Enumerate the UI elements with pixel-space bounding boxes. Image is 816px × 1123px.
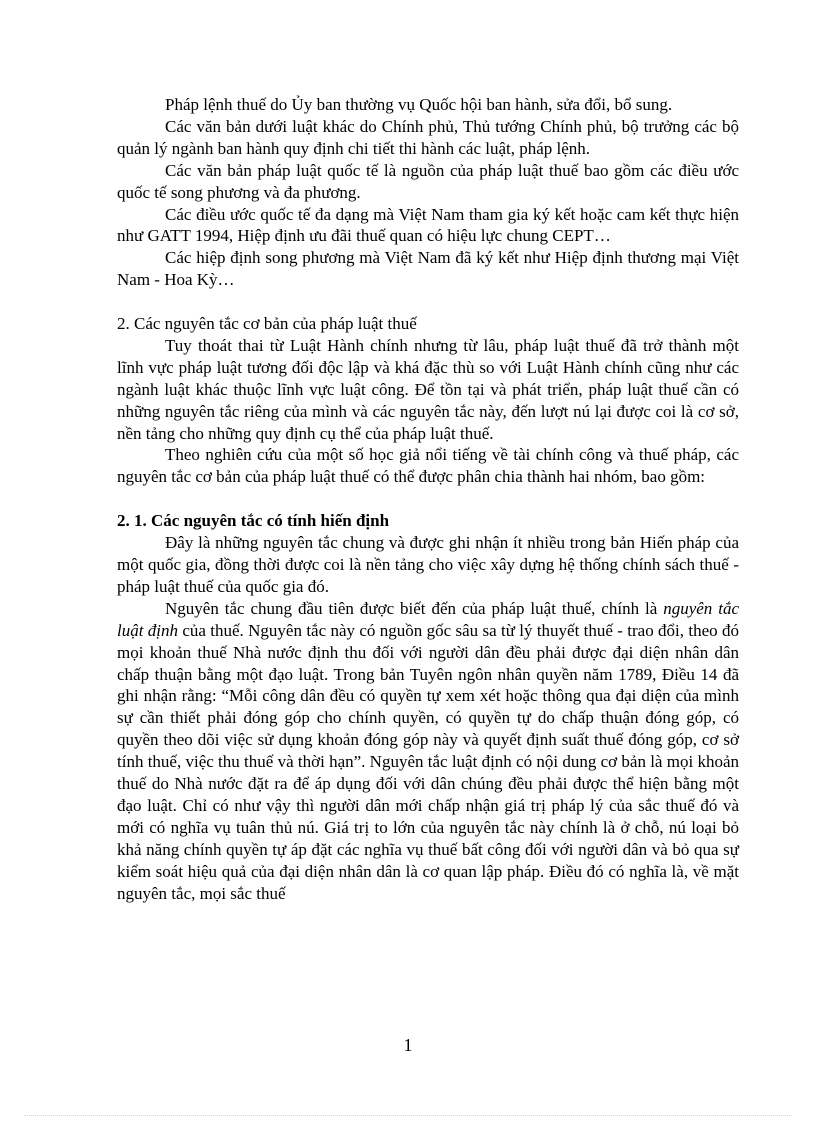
text-run: của thuế. Nguyên tắc này có nguồn gốc sâu sa từ lý thuyết thuế - trao đổi, theo đó mọi khoản thuế Nhà nước định thu đối với người dân đều phải được đại diện nhân dân chấp thuận bằng một đạo luật. Trong bản Tuyên ngôn nhân quyền năm 1789, Điều 14 đã ghi nhận rằng: “Mỗi công dân đều có quyền tự xem xét hoặc thông qua đại diện của mình sự cần thiết phải đóng góp cho chính quyền, có quyền tự do chấp thuận đóng góp, có quyền theo dõi việc sử dụng khoản đóng góp này và quyết định suất thuế đóng góp, cơ sở tính thuế, việc thu thuế và thời hạn”. Nguyên tắc luật định có nội dung cơ bản là mọi khoản thuế do Nhà nước đặt ra để áp dụng đối với dân chúng đều phải được thể hiện bằng một đạo luật. Chỉ có như vậy thì người dân mới chấp nhận giá trị pháp lý của sắc thuế đó và mới có nghĩa vụ tuân thủ nú. Giá trị to lớn của nguyên tắc này chính là ở chỗ, nú loại bỏ khả năng chính quyền tự áp đặt các nghĩa vụ thuế bất công đối với người dân và bỏ qua sự kiểm soát hiệu quả của đại diện nhân dân là cơ quan lập pháp. Điều đó có nghĩa là, về mặt nguyên tắc, mọi sắc thuế: [117, 620, 739, 903]
spacer: [117, 291, 739, 313]
document-page: [117, 94, 739, 905]
text-run: Nguyên tắc chung đầu tiên được biết đến của pháp luật thuế, chính là: [165, 598, 664, 618]
section-2-1-heading: 2. 1. Các nguyên tắc có tính hiến định: [117, 511, 390, 531]
paragraph-dieu-uoc-da-phuong: Các điều ước quốc tế đa dạng mà Việt Nam tham gia ký kết hoặc cam kết thực hiện như GATT 1994, Hiệp định ưu đãi thuế quan có hiệu lực chung CEPT…: [117, 204, 739, 246]
section-2-heading: 2. Các nguyên tắc cơ bản của pháp luật thuế: [117, 314, 417, 334]
page-number: 1: [403, 1035, 413, 1055]
page-bottom-divider: [24, 1115, 792, 1116]
paragraph-phap-lenh: Pháp lệnh thuế do Ủy ban thường vụ Quốc hội ban hành, sửa đổi, bổ sung.: [165, 95, 673, 114]
paragraph-nguyen-tac-luat-dinh: [117, 598, 739, 905]
paragraph-section-2-1-intro: Đây là những nguyên tắc chung và được ghi nhận ít nhiều trong bản Hiến pháp của một quốc gia, đồng thời được coi là nền tảng cho việc xây dựng hệ thống chính sách thuế - pháp luật thuế của quốc gia đó.: [117, 533, 739, 596]
paragraph-section-2-intro: Tuy thoát thai từ Luật Hành chính nhưng từ lâu, pháp luật thuế đã trở thành một lĩnh vực pháp luật tương đối độc lập và khá đặc thù so với Luật Hành chính cũng như các ngành luật khác thuộc lĩnh vực luật công. Để tồn tại và phát triển, pháp luật thuế cần có những nguyên tắc riêng của mình và các nguyên tắc này, đến lượt nú lại được coi là cơ sở, nền tảng cho những quy định cụ thể của pháp luật thuế.: [117, 335, 739, 443]
paragraph-van-ban-duoi-luat: Các văn bản dưới luật khác do Chính phủ, Thủ tướng Chính phủ, bộ trưởng các bộ quản lý ngành ban hành quy định chi tiết thi hành các luật, pháp lệnh.: [117, 116, 739, 158]
paragraph-section-2-groups: Theo nghiên cứu của một số học giả nổi tiếng về tài chính công và thuế pháp, các nguyên tắc cơ bản của pháp luật thuế có thể được phân chia thành hai nhóm, bao gồm:: [117, 445, 739, 487]
spacer: [117, 488, 739, 510]
paragraph-hiep-dinh-song-phuong: Các hiệp định song phương mà Việt Nam đã ký kết như Hiệp định thương mại Việt Nam - Hoa Kỳ…: [117, 248, 739, 290]
paragraph-van-ban-quoc-te: Các văn bản pháp luật quốc tế là nguồn của pháp luật thuế bao gồm các điều ước quốc tế song phương và đa phương.: [117, 160, 739, 202]
italic-term: nguyên tắc luật định: [117, 598, 739, 640]
